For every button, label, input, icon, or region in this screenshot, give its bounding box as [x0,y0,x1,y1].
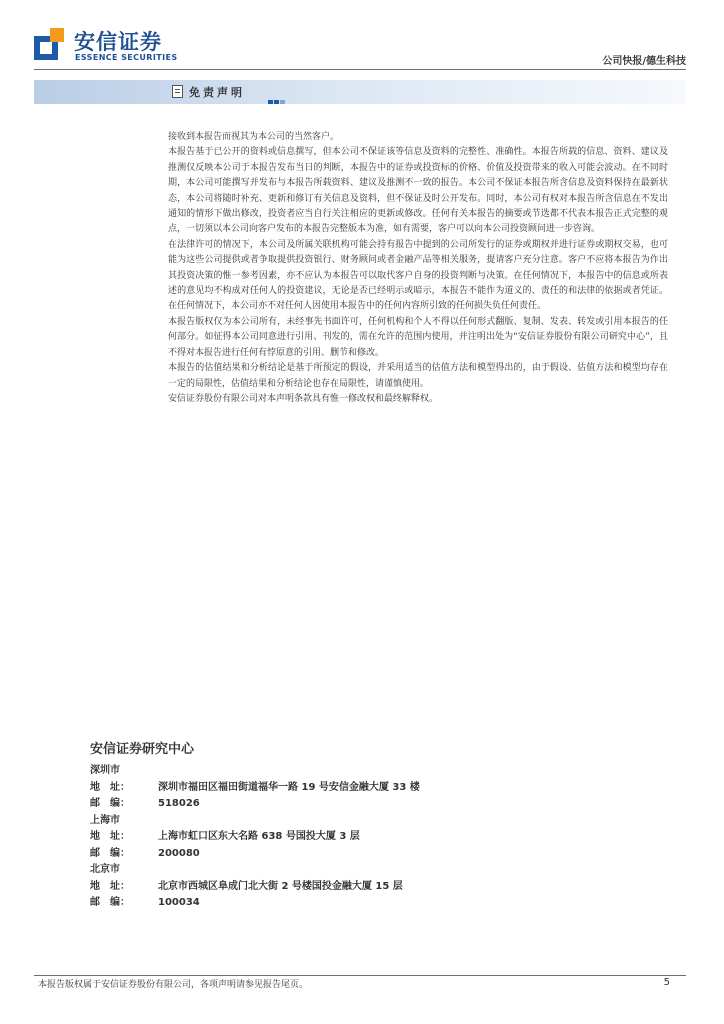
report-type: 公司快报/德生科技 [602,56,686,67]
disclaimer-paragraph: 本报告的估值结果和分析结论是基于所预定的假设，并采用适当的估值方法和模型得出的，由于假设、估值方法和模型均存在一定的局限性，估值结果和分析结论也存在局限性，请谨慎使用。 [168,363,668,389]
footer-divider [34,975,686,976]
document-icon [172,85,183,98]
section-header-bar [34,80,686,104]
section-decoration-icon [268,89,286,108]
postcode-label: 邮 编： [90,847,130,859]
address-label: 地 址： [90,781,130,793]
research-center-contacts [90,738,610,910]
office-address: 深圳市福田区福田街道福华一路 19 号安信金融大厦 33 楼 [158,781,420,793]
office-postcode: 100034 [158,897,200,908]
address-label: 地 址： [90,880,130,892]
logo-mark-icon [34,28,66,60]
page-number: 5 [663,977,670,988]
disclaimer-paragraph: 本报告版权仅为本公司所有，未经事先书面许可，任何机构和个人不得以任何形式翻版、复制、发表、转发或引用本报告的任何部分。如征得本公司同意进行引用、刊发的，需在允许的范围内使用，并注明出处为“安信证券股份有限公司研究中心”，且不得对本报告进行任何有悖原意的引用、删节和修改。 [168,316,668,358]
disclaimer-paragraph: 接收到本报告而视其为本公司的当然客户。 [168,132,340,142]
section-title: 免责声明 [189,86,245,99]
office-city: 北京市 [90,864,120,875]
company-logo [34,26,180,64]
disclaimer-body [168,130,668,407]
office-city: 上海市 [90,814,120,826]
office-address-row [90,877,610,894]
research-center-title: 安信证券研究中心 [90,742,195,757]
office-address-row [90,827,610,844]
office-address: 北京市西城区阜成门北大街 2 号楼国投金融大厦 15 层 [158,880,403,892]
disclaimer-paragraph: 本报告基于已公开的资料或信息撰写，但本公司不保证该等信息及资料的完整性、准确性。本报告所载的信息、资料、建议及推测仅反映本公司于本报告发布当日的判断，本报告中的证券或投资标的价格、价值及投资带来的收入可能会波动。在不同时期，本公司可能撰写并发布与本报告所载资料、建议及推测不一致的报告。本公司不保证本报告所含信息及资料保持在最新状态，本公司将随时补充、更新和修订有关信息及资料，但不保证及时公开发布。同时，本公司有权对本报告所含信息在不发出通知的情形下做出修改，投资者应当自行关注相应的更新或修改。任何有关本报告的摘要或节选都不代表本报告正式完整的观点，一切须以本公司向客户发布的本报告完整版本为准，如有需要，客户可以向本公司投资顾问进一步咨询。 [168,147,668,235]
office-address: 上海市虹口区东大名路 638 号国投大厦 3 层 [158,831,360,842]
postcode-label: 邮 编： [90,798,130,809]
header-divider [34,69,686,70]
disclaimer-paragraph: 安信证券股份有限公司对本声明条款具有惟一修改权和最终解释权。 [168,393,439,404]
office-postcode: 518026 [158,798,200,809]
logo-english-name: ESSENCE SECURITIES [75,53,178,62]
office-postcode-row [90,893,610,910]
office-address-row [90,778,610,795]
disclaimer-paragraph: 在法律许可的情况下，本公司及所属关联机构可能会持有报告中提到的公司所发行的证券或期权并进行证券或期权交易，也可能为这些公司提供或者争取提供投资银行、财务顾问或者金融产品等相关服务，提请客户充分注意。客户不应将本报告为作出其投资决策的惟一参考因素，亦不应认为本报告可以取代客户自身的投资判断与决策。在任何情况下，本报告中的信息或所表述的意见均不构成对任何人的投资建议，无论是否已经明示或暗示，本报告不能作为道义的、责任的和法律的依据或者凭证。在任何情况下，本公司亦不对任何人因使用本报告中的任何内容所引致的任何损失负任何责任。 [168,239,668,312]
office-postcode-row [90,794,610,811]
office-city: 深圳市 [90,765,120,776]
logo-chinese-name: 安信证券 [74,30,162,54]
address-label: 地 址： [90,831,130,842]
footer-copyright: 本报告版权属于安信证券股份有限公司，各项声明请参见报告尾页。 [38,980,309,990]
office-postcode: 200080 [158,847,200,859]
office-postcode-row [90,844,610,861]
postcode-label: 邮 编： [90,897,130,908]
